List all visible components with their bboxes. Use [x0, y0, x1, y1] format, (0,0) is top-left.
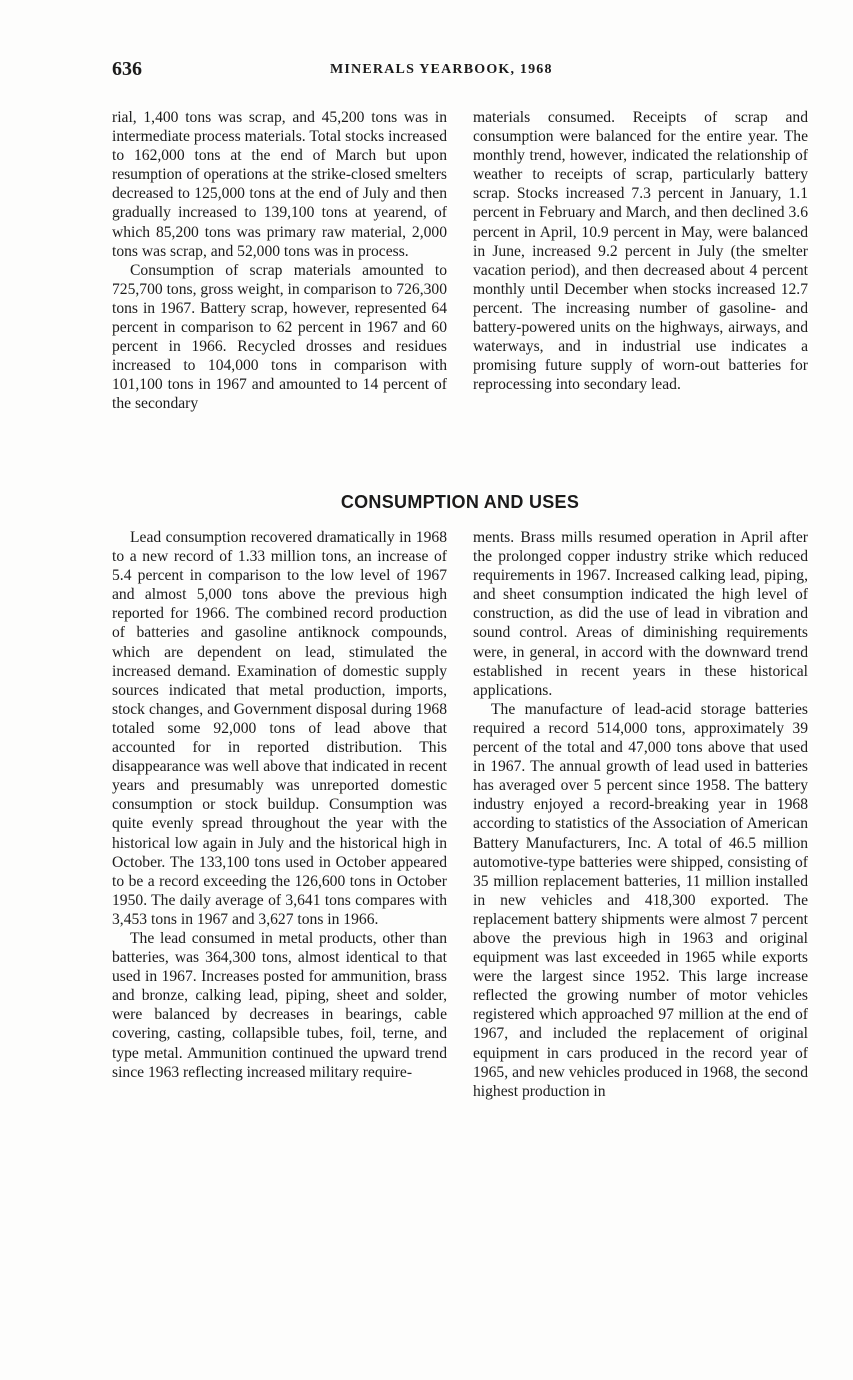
paragraph: The lead consumed in metal products, other than batteries, was 364,300 tons, almost identical to that used in 1967. Increases posted for ammunition, brass and bronze, calking lead, piping, sheet and solder, were balanced by decreases in bearings, cable covering, casting, collapsible tubes, foil, terne, and type metal. Ammunition continued the upward trend since 1963 reflecting increased military require-: [112, 929, 447, 1081]
top-right-column: [473, 108, 808, 394]
paragraph: materials consumed. Receipts of scrap and consumption were balanced for the entire year. The monthly trend, however, indicated the relationship of weather to receipts of scrap, particularly battery scrap. Stocks increased 7.3 percent in January, 1.1 percent in February and March, and then declined 3.6 percent in April, 10.9 percent in May, were balanced in June, increased 9.2 percent in July (the smelter vacation period), and then decreased about 4 percent monthly until December when stocks increased 12.7 percent. The increasing number of gasoline- and battery-powered units on the highways, airways, and waterways, and in industrial use indicates a promising future supply of worn-out batteries for reprocessing into secondary lead.: [473, 109, 808, 394]
paragraph: rial, 1,400 tons was scrap, and 45,200 tons was in intermediate process materials. Total stocks increased to 162,000 tons at the end of March but upon resumption of operations at the strike-closed smelters decreased to 125,000 tons at the end of July and then gradually increased to 139,100 tons at yearend, of which 85,200 tons was primary raw material, 2,000 tons was scrap, and 52,000 tons was in process.: [112, 109, 447, 260]
paragraph: Consumption of scrap materials amounted to 725,700 tons, gross weight, in comparison to 726,300 tons in 1967. Battery scrap, however, represented 64 percent in comparison to 62 percent in 1967 and 60 percent in 1966. Recycled drosses and residues increased to 104,000 tons in comparison with 101,100 tons in 1967 and amounted to 14 percent of the secondary: [112, 261, 447, 413]
paragraph: The manufacture of lead-acid storage batteries required a record 514,000 tons, approximately 39 percent of the total and 47,000 tons above that used in 1967. The annual growth of lead used in batteries has averaged over 5 percent since 1958. The battery industry enjoyed a record-breaking year in 1968 according to statistics of the Association of American Battery Manufacturers, Inc. A total of 46.5 million automotive-type batteries were shipped, consisting of 35 million replacement batteries, 11 million installed in new vehicles and 418,300 exported. The replacement battery shipments were almost 7 percent above the previous high in 1963 and original equipment was last exceeded in 1965 while exports were the largest since 1952. This large increase reflected the growing number of motor vehicles registered which approached 97 million at the end of 1967, and included the replacement of original equipment in cars produced in the record year of 1965, and new vehicles produced in 1968, the second highest production in: [473, 700, 808, 1100]
section-right-column: [473, 528, 808, 1101]
section-left-column: [112, 528, 447, 1082]
running-head: MINERALS YEARBOOK, 1968: [330, 62, 553, 77]
paragraph: ments. Brass mills resumed operation in April after the prolonged copper industry strike which reduced requirements in 1967. Increased calking lead, piping, and sheet consumption indicated the high level of construction, as did the use of lead in vibration and sound control. Areas of diminishing requirements were, in general, in accord with the downward trend established in recent years in these historical applications.: [473, 529, 808, 699]
page-number: 636: [112, 58, 142, 80]
top-left-column: [112, 108, 447, 414]
section-heading: CONSUMPTION AND USES: [340, 492, 580, 512]
paragraph: Lead consumption recovered dramatically in 1968 to a new record of 1.33 million tons, an increase of 5.4 percent in comparison to the low level of 1967 and almost 5,000 tons above the previous high reported for 1966. The combined record production of batteries and gasoline antiknock compounds, which are dependent on lead, stimulated the increased demand. Examination of domestic supply sources indicated that metal production, imports, stock changes, and Government disposal during 1968 totaled some 92,000 tons of lead above that accounted for in reported distribution. This disappearance was well above that indicated in recent years and presumably was unreported domestic consumption or stock buildup. Consumption was quite evenly spread throughout the year with the historical low again in July and the historical high in October. The 133,100 tons used in October appeared to be a record exceeding the 126,600 tons in October 1950. The daily average of 3,641 tons compares with 3,453 tons in 1967 and 3,627 tons in 1966.: [112, 529, 447, 928]
